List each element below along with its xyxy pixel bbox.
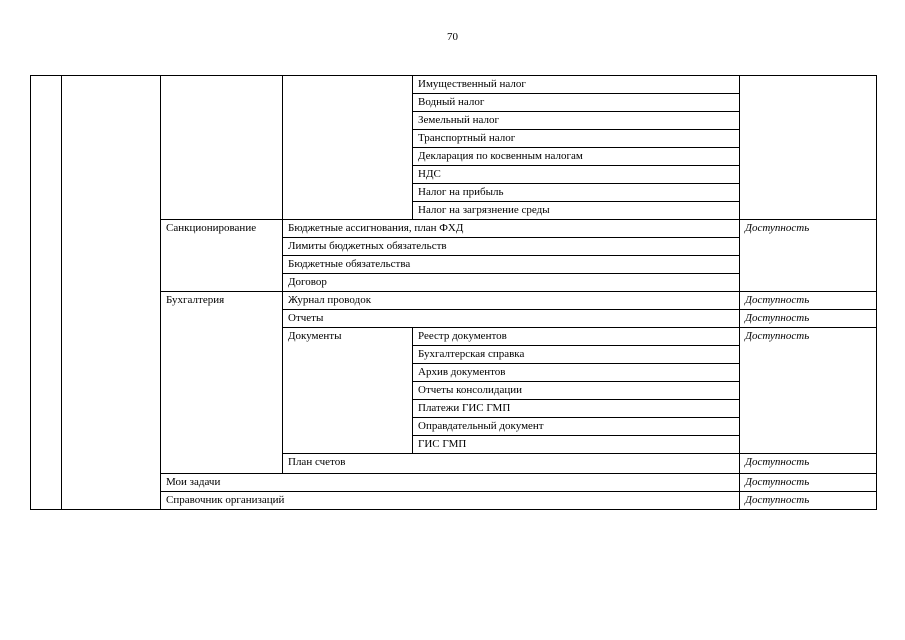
sanction-label-cont: [161, 238, 283, 256]
tax-item: Водный налог: [413, 94, 740, 112]
col1-cell: [31, 76, 62, 510]
document-item: Отчеты консолидации: [413, 382, 740, 400]
sanction-item: Договор: [283, 274, 740, 292]
col2-cell: [62, 76, 161, 510]
journal-label: Журнал проводок: [283, 292, 740, 310]
journal-access: Доступность: [740, 292, 877, 310]
sanction-label-cont: [161, 274, 283, 292]
document-item: Архив документов: [413, 364, 740, 382]
document-item: ГИС ГМП: [413, 436, 740, 454]
my-tasks-access: Доступность: [740, 474, 877, 492]
page-number: 70: [447, 31, 458, 43]
document-item: Платежи ГИС ГМП: [413, 400, 740, 418]
document-item: Реестр документов: [413, 328, 740, 346]
reports-label: Отчеты: [283, 310, 740, 328]
taxes-group-cell: [161, 76, 283, 220]
table-row: [31, 76, 877, 94]
tax-item: Земельный налог: [413, 112, 740, 130]
sanction-item: Бюджетные обязательства: [283, 256, 740, 274]
tax-item: Налог на загрязнение среды: [413, 202, 740, 220]
documents-label: Документы: [283, 328, 413, 454]
sanction-label-cont: [161, 256, 283, 274]
org-directory-label: Справочник организаций: [161, 492, 740, 510]
chart-of-accounts-label: План счетов: [283, 454, 740, 474]
my-tasks-label: Мои задачи: [161, 474, 740, 492]
sanction-item: Бюджетные ассигнования, план ФХД: [283, 220, 740, 238]
tax-item: НДС: [413, 166, 740, 184]
accounting-label: Бухгалтерия: [161, 292, 283, 474]
sanction-access: Доступность: [740, 220, 877, 292]
document-item: Бухгалтерская справка: [413, 346, 740, 364]
access-rights-table: [30, 75, 877, 510]
document-item: Оправдательный документ: [413, 418, 740, 436]
documents-access: Доступность: [740, 328, 877, 454]
chart-of-accounts-access: Доступность: [740, 454, 877, 474]
tax-item: Декларация по косвенным налогам: [413, 148, 740, 166]
reports-access: Доступность: [740, 310, 877, 328]
taxes-access-cell: [740, 76, 877, 220]
sanction-item: Лимиты бюджетных обязательств: [283, 238, 740, 256]
sanction-label: Санкционирование: [161, 220, 283, 238]
taxes-subgroup-cell: [283, 76, 413, 220]
tax-item: Налог на прибыль: [413, 184, 740, 202]
tax-item: Транспортный налог: [413, 130, 740, 148]
tax-item: Имущественный налог: [413, 76, 740, 94]
org-directory-access: Доступность: [740, 492, 877, 510]
